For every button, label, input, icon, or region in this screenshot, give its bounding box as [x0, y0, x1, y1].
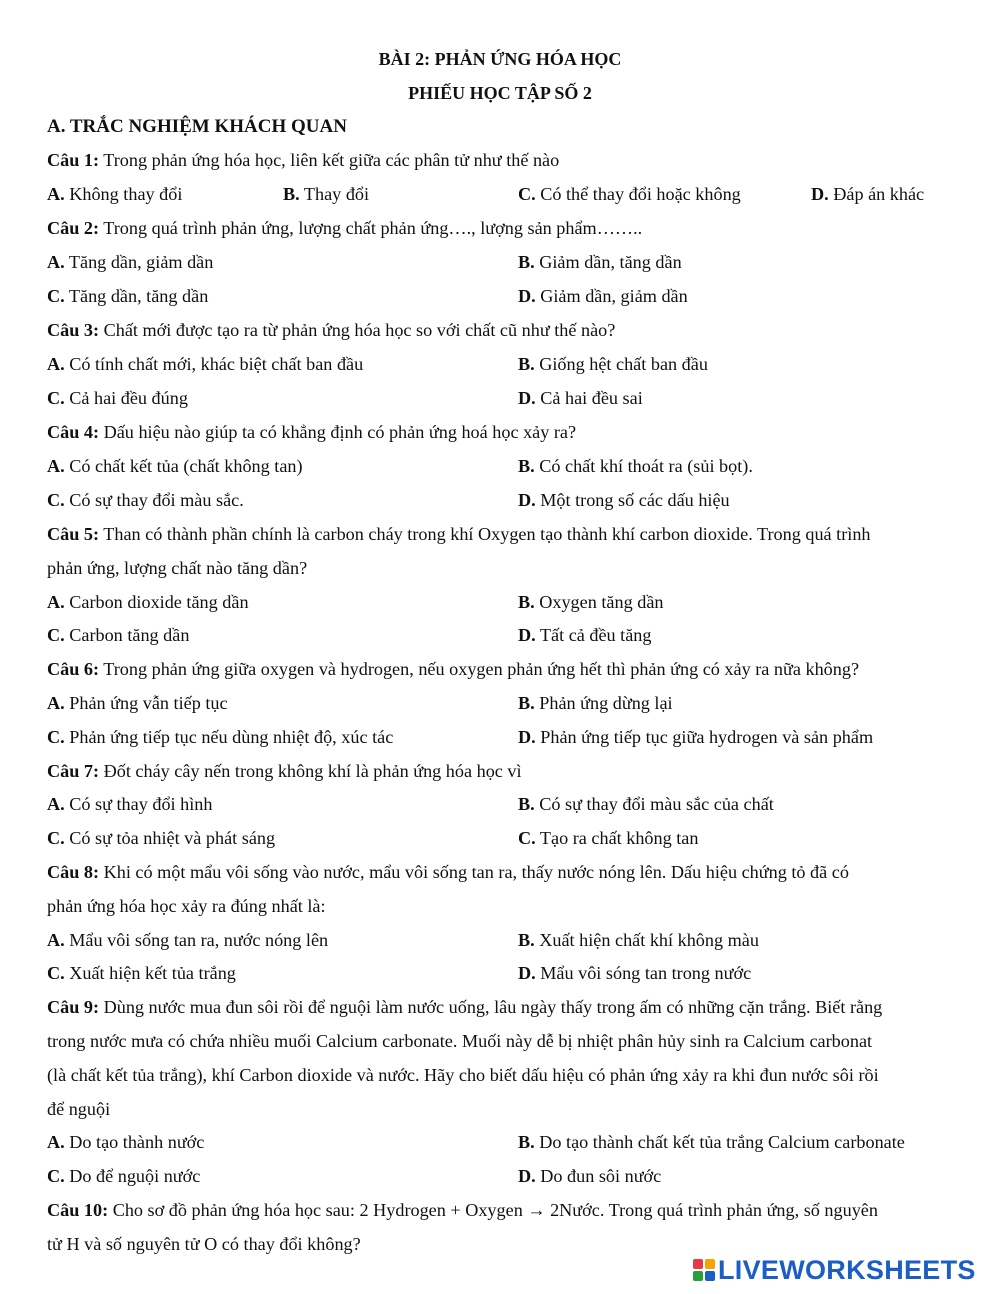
question-6-text: Câu 6: Trong phản ứng giữa oxygen và hydrogen, nếu oxygen phản ứng hết thì phản ứng có xảy ra nữa không? — [47, 659, 860, 679]
question-7-text: Câu 7: Đốt cháy cây nến trong không khí là phản ứng hóa học vì — [47, 761, 522, 781]
question-7-option-b: B. Có sự thay đổi màu sắc của chất — [518, 794, 774, 814]
question-9-option-b: B. Do tạo thành chất kết tủa trắng Calcium carbonate — [518, 1132, 905, 1152]
question-4-option-b: B. Có chất khí thoát ra (sủi bọt). — [518, 456, 753, 476]
question-8-option-d: D. Mẩu vôi sóng tan trong nước — [518, 963, 752, 983]
question-9-option-c: C. Do để nguội nước — [47, 1166, 201, 1186]
liveworksheets-logo[interactable] — [693, 1255, 976, 1285]
worksheet-title: BÀI 2: PHẢN ỨNG HÓA HỌC — [378, 49, 622, 69]
worksheet-subtitle: PHIẾU HỌC TẬP SỐ 2 — [408, 83, 592, 103]
question-4-option-d: D. Một trong số các dấu hiệu — [518, 490, 730, 510]
question-1-text: Câu 1: Trong phản ứng hóa học, liên kết giữa các phân tử như thế nào — [47, 150, 560, 170]
question-1-option-c: C. Có thể thay đổi hoặc không — [518, 184, 741, 204]
question-3-option-d: D. Cả hai đều sai — [518, 388, 643, 408]
question-7-option-c: C. Có sự tỏa nhiệt và phát sáng — [47, 828, 276, 848]
question-3-option-b: B. Giống hệt chất ban đầu — [518, 354, 708, 374]
question-8-option-c: C. Xuất hiện kết tủa trắng — [47, 963, 236, 983]
question-4-text: Câu 4: Dấu hiệu nào giúp ta có khẳng định có phản ứng hoá học xảy ra? — [47, 422, 577, 442]
section-heading: A. TRẮC NGHIỆM KHÁCH QUAN — [47, 116, 347, 137]
question-2-option-b: B. Giảm dần, tăng dần — [518, 252, 682, 272]
question-10-text-cont: tử H và số nguyên tử O có thay đổi không? — [47, 1234, 361, 1254]
question-7-option-d: C. Tạo ra chất không tan — [518, 828, 699, 848]
question-6-option-a: A. Phản ứng vẫn tiếp tục — [47, 693, 228, 713]
question-6-option-d: D. Phản ứng tiếp tục giữa hydrogen và sản phẩm — [518, 727, 874, 747]
logo-text: LIVEWORKSHEETS — [718, 1254, 976, 1285]
question-9-option-a: A. Do tạo thành nước — [47, 1132, 205, 1152]
question-9-text-cont-3: để nguội — [47, 1099, 111, 1119]
question-7-option-a: A. Có sự thay đổi hình — [47, 794, 213, 814]
question-9-text-cont-2: (là chất kết tủa trắng), khí Carbon dioxide và nước. Hãy cho biết dấu hiệu có phản ứng xảy ra khi đun nước sôi rồi — [47, 1065, 879, 1085]
question-5-option-a: A. Carbon dioxide tăng dần — [47, 592, 249, 612]
question-10-text: Câu 10: Cho sơ đồ phản ứng hóa học sau: 2 Hydrogen + Oxygen → 2Nước. Trong quá trình phản ứng, số nguyên — [47, 1200, 878, 1220]
question-1-option-d: D. Đáp án khác — [811, 184, 925, 204]
question-9-text-cont-1: trong nước mưa có chứa nhiều muối Calcium carbonate. Muối này dễ bị nhiệt phân hủy sinh ra Calcium carbonat — [47, 1031, 873, 1051]
liveworksheets-logo-icon — [693, 1259, 715, 1281]
question-2-option-d: D. Giảm dần, giảm dần — [518, 286, 688, 306]
question-8-option-b: B. Xuất hiện chất khí không màu — [518, 930, 759, 950]
question-6-option-c: C. Phản ứng tiếp tục nếu dùng nhiệt độ, xúc tác — [47, 727, 394, 747]
question-5-option-c: C. Carbon tăng dần — [47, 625, 190, 645]
question-5-option-b: B. Oxygen tăng dần — [518, 592, 664, 612]
question-2-option-c: C. Tăng dần, tăng dần — [47, 286, 209, 306]
question-8-option-a: A. Mẩu vôi sống tan ra, nước nóng lên — [47, 930, 329, 950]
question-1-option-b: B. Thay đổi — [283, 184, 370, 204]
question-5-text: Câu 5: Than có thành phần chính là carbon cháy trong khí Oxygen tạo thành khí carbon dioxide. Trong quá trình — [47, 524, 871, 544]
question-4-option-a: A. Có chất kết tủa (chất không tan) — [47, 456, 303, 476]
question-3-option-c: C. Cả hai đều đúng — [47, 388, 188, 408]
question-8-text: Câu 8: Khi có một mẩu vôi sống vào nước, mẩu vôi sống tan ra, thấy nước nóng lên. Dấu hiệu chứng tỏ đã có — [47, 862, 849, 882]
question-5-text-cont: phản ứng, lượng chất nào tăng dần? — [47, 558, 308, 578]
question-9-option-d: D. Do đun sôi nước — [518, 1166, 662, 1186]
question-2-text: Câu 2: Trong quá trình phản ứng, lượng chất phản ứng…., lượng sản phẩm…….. — [47, 218, 643, 238]
question-3-option-a: A. Có tính chất mới, khác biệt chất ban đầu — [47, 354, 364, 374]
question-3-text: Câu 3: Chất mới được tạo ra từ phản ứng hóa học so với chất cũ như thế nào? — [47, 320, 616, 340]
question-5-option-d: D. Tất cả đều tăng — [518, 625, 652, 645]
question-9-text: Câu 9: Dùng nước mua đun sôi rồi để nguội làm nước uống, lâu ngày thấy trong ấm có những cặn trắng. Biết rằng — [47, 997, 883, 1017]
question-6-option-b: B. Phản ứng dừng lại — [518, 693, 673, 713]
question-1-option-a: A. Không thay đổi — [47, 184, 183, 204]
question-2-option-a: A. Tăng dần, giảm dần — [47, 252, 214, 272]
question-4-option-c: C. Có sự thay đổi màu sắc. — [47, 490, 244, 510]
question-8-text-cont: phản ứng hóa học xảy ra đúng nhất là: — [47, 896, 326, 916]
